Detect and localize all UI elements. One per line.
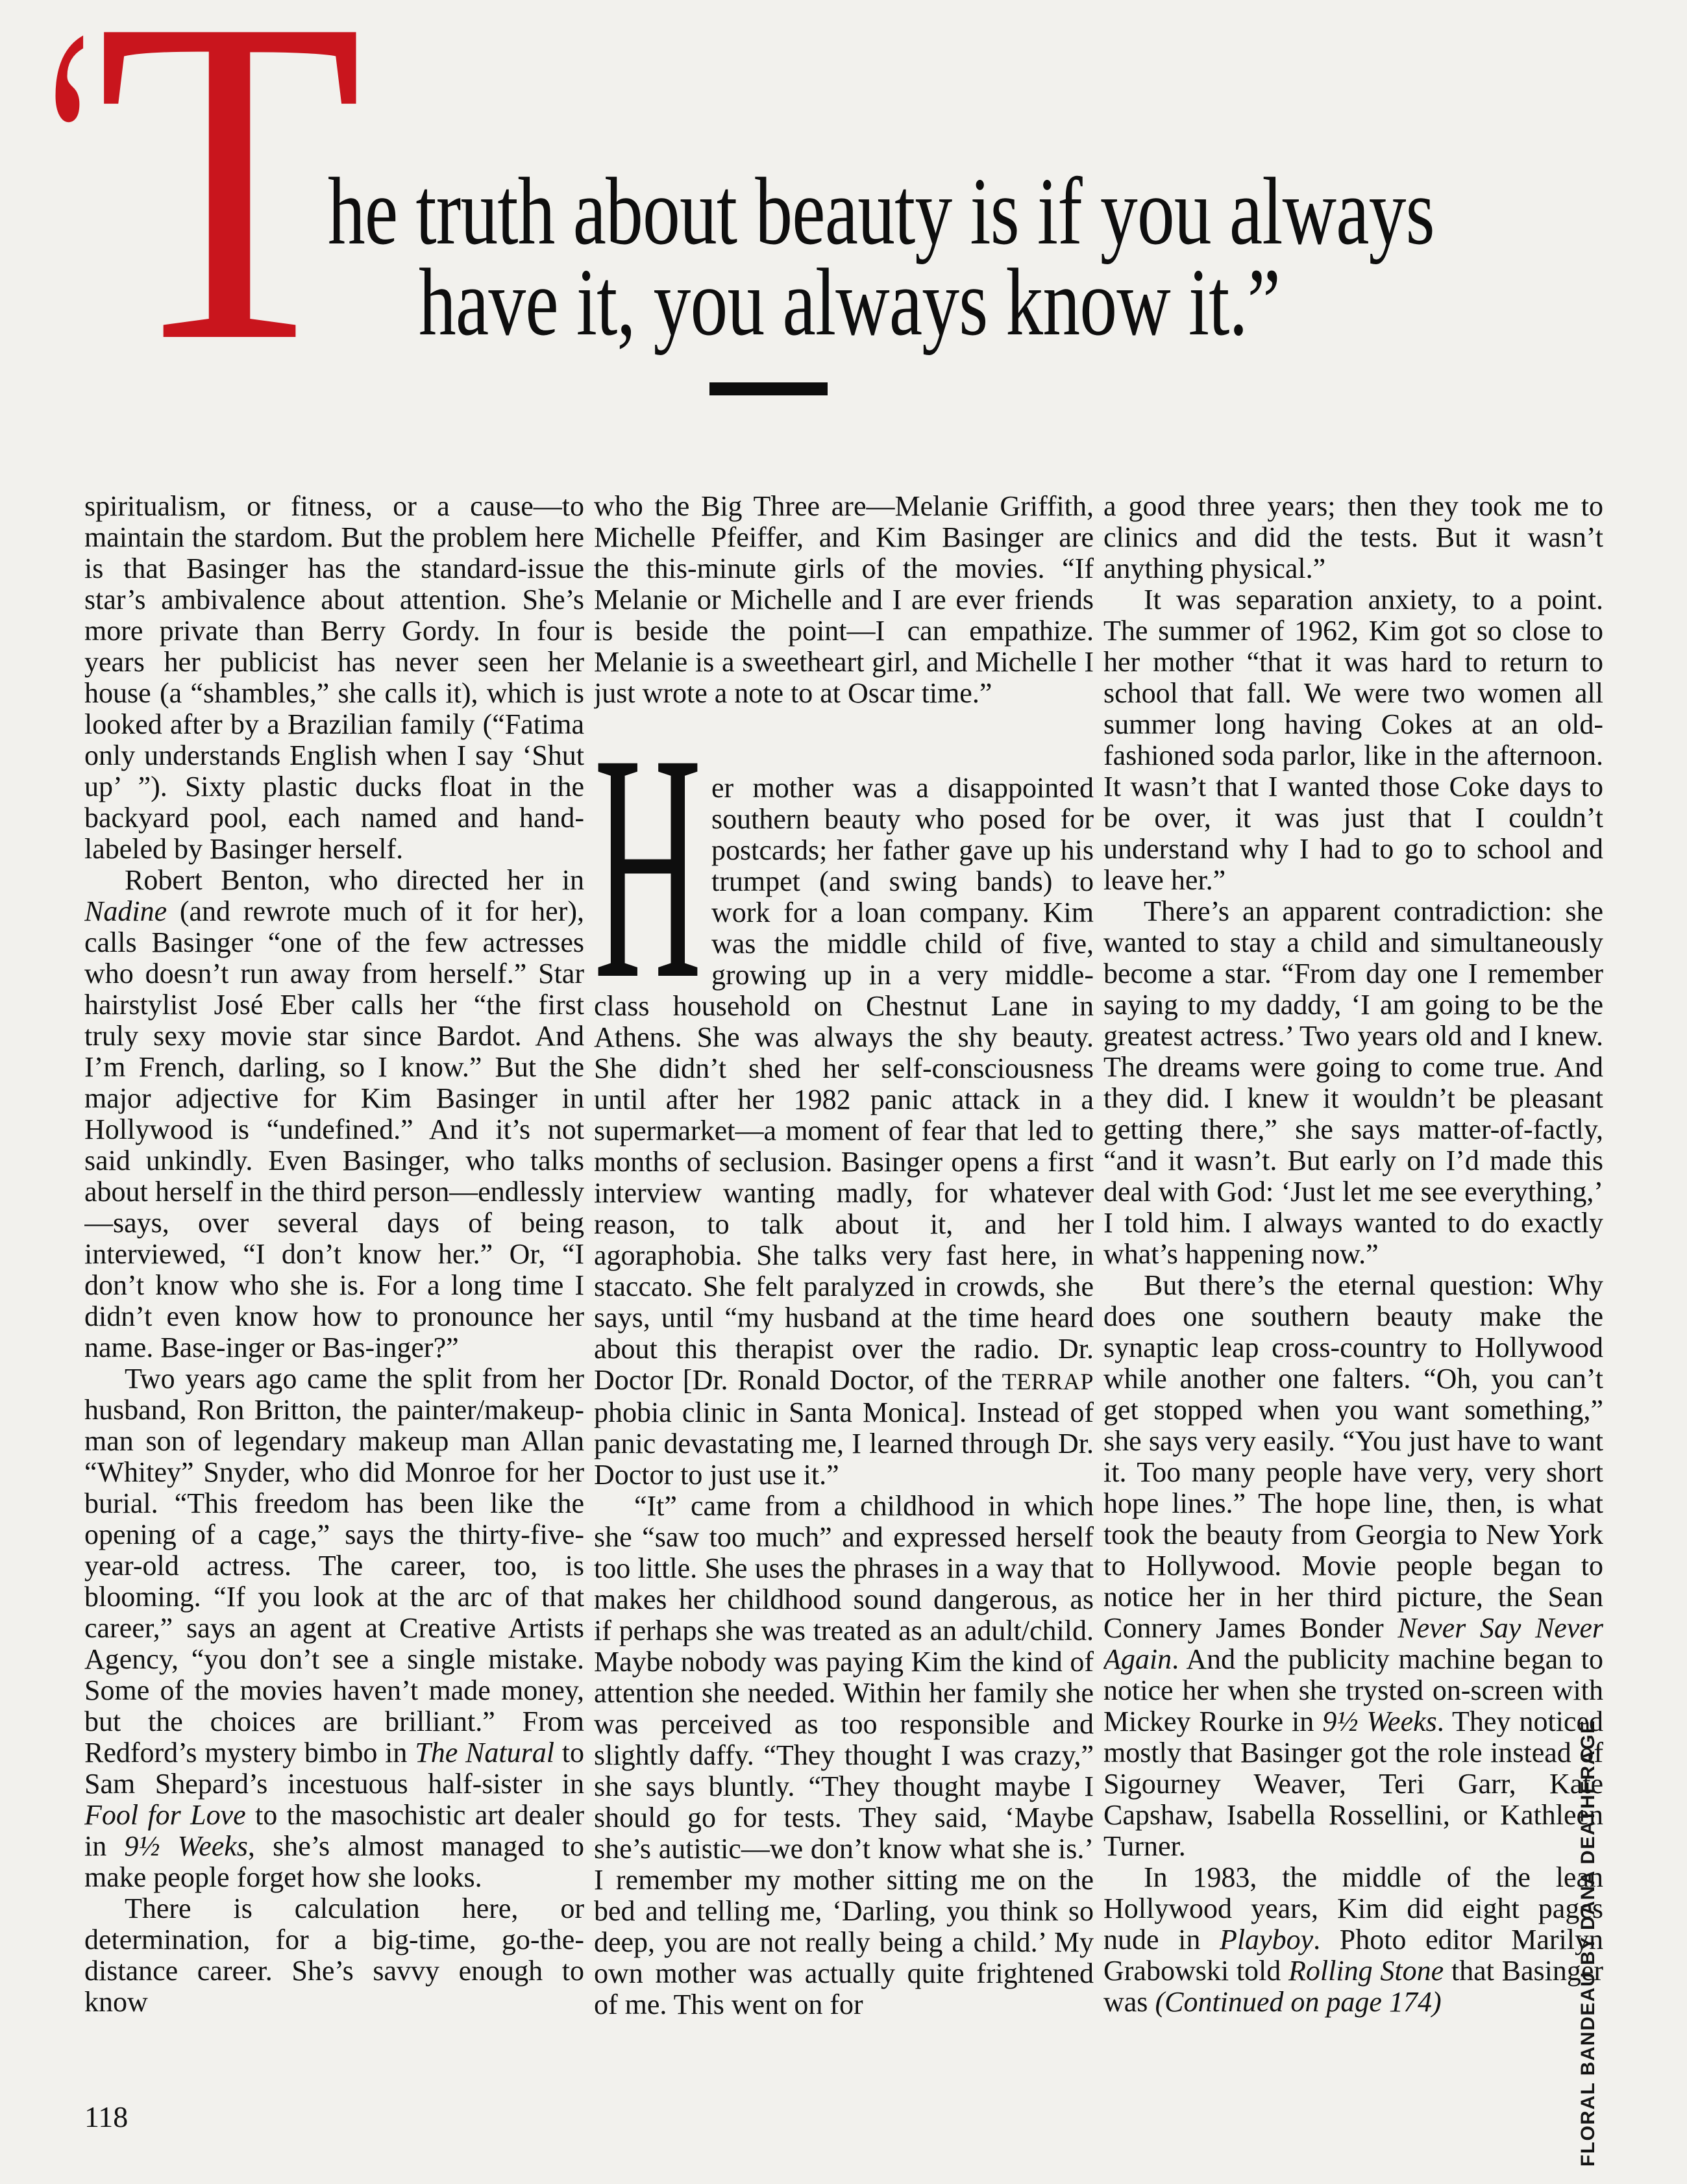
body-paragraph bbox=[84, 491, 584, 865]
italic-text: Rolling Stone bbox=[1288, 1955, 1444, 1987]
body-paragraph bbox=[1103, 1862, 1603, 2018]
body-text: In 1983, the middle of the lean Hollywood years, Kim did eight pages nude in bbox=[1103, 1861, 1603, 1955]
body-paragraph bbox=[1103, 584, 1603, 896]
body-text: a good three years; then they took me to clinics and did the tests. But it wasn’t anything physical.” bbox=[1103, 491, 1603, 584]
opening-quote-mark: ‘ bbox=[38, 0, 100, 334]
text-column-3 bbox=[1103, 491, 1603, 2094]
body-text: There is calculation here, or determination, for a big-time, go-the-distance career. She’s savvy enough to know bbox=[84, 1892, 584, 2018]
italic-text: 9½ Weeks bbox=[124, 1830, 248, 1862]
italic-text: 9½ Weeks bbox=[1322, 1706, 1437, 1737]
italic-text: Fool for Love bbox=[84, 1799, 246, 1831]
body-paragraph bbox=[1103, 1270, 1603, 1862]
divider-rule bbox=[709, 382, 828, 395]
text-column-1 bbox=[84, 491, 584, 2094]
headline-line-2: have it, you always know it.” bbox=[419, 249, 1281, 356]
smallcaps-text: TERRAP bbox=[1002, 1369, 1094, 1395]
italic-text: Playboy bbox=[1219, 1924, 1314, 1955]
body-text: It was separation anxiety, to a point. The summer of 1962, Kim got so close to her mother “that it was hard to return to school that fall. We were two women all summer long having Cokes at an old-fashioned soda parlor, like in the afternoon. It wasn’t that I wanted those Coke days to be over, it was just that I couldn’t understand why I had to go to school and leave her.” bbox=[1103, 584, 1603, 896]
headline-line-1: he truth about beauty is if you always bbox=[328, 158, 1435, 265]
italic-text: Nadine bbox=[84, 895, 167, 927]
body-paragraph bbox=[84, 865, 584, 1363]
body-text: to the masochistic art dealer in bbox=[84, 1799, 584, 1862]
italic-text: (Continued on page 174) bbox=[1155, 1986, 1442, 2018]
italic-text: The Natural bbox=[415, 1737, 554, 1768]
body-text: Two years ago came the split from her husband, Ron Britton, the painter/makeup-man son of legendary makeup man Allan “Whitey” Snyder, who did Monroe for her burial. “This freedom has been like the opening of a cage,” says the thirty-five-year-old actress. The career, too, is blooming. “If you look at the arc of that career,” says an agent at Creative Artists Agency, “you don’t see a single mistake. Some of the movies haven’t made money, but the choices are brilliant.” From Redford’s mystery bimbo in bbox=[84, 1363, 584, 1768]
body-text: “It” came from a childhood in which she “saw too much” and expressed herself too little. She uses the phrases in a way that makes her childhood sound dangerous, as if perhaps she was treated as an adult/child. Maybe nobody was paying Kim the kind of attention she needed. Within her family she was perceived as too responsible and slightly daffy. “They thought I was crazy,” she says bluntly. “They thought maybe I should go for tests. They said, ‘Maybe she’s autistic—we don’t know what she is.’ I remember my mother sitting me on the bed and telling me, ‘Darling, you think so deep, you are not really being a child.’ My own mother was actually quite frightened of me. This went on for bbox=[594, 1490, 1094, 2020]
body-text: who the Big Three are—Melanie Griffith, Michelle Pfeiffer, and Kim Basinger are the this-minute girls of the movies. “If Melanie or Michelle and I are ever friends is beside the point—I can empathize. Melanie is a sweetheart girl, and Michelle I just wrote a note to at Oscar time.” bbox=[594, 491, 1094, 709]
headline-drop-cap-t: T bbox=[96, 0, 363, 438]
body-text: (and rewrote much of it for her), calls Basinger “one of the few actresses who doesn’t run away from herself.” Star hairstylist José Eber calls her “the first truly sexy movie star since Bardot. And I’m French, darling, so I know.” But the major adjective for Kim Basinger in Hollywood is “undefined.” And it’s not said unkindly. Even Basinger, who talks about herself in the third person—endlessly—says, over several days of being interviewed, “I don’t know her.” Or, “I don’t know who she is. For a long time I didn’t even know how to pronounce her name. Base-inger or Bas-inger?” bbox=[84, 895, 584, 1363]
page-number: 118 bbox=[84, 2100, 129, 2133]
body-text: . Photo editor Marilyn Grabowski told bbox=[1103, 1924, 1603, 1987]
body-text: There’s an apparent contradiction: she wanted to stay a child and simultaneously become a star. “From day one I remember saying to my daddy, ‘I am going to be the greatest actress.’ Two years old and I knew. The dreams were going to come true. And they did. I knew it wouldn’t be pleasant getting there,” she says matter-of-factly, “and it wasn’t. But early on I’d made this deal with God: ‘Just let me see everything,’ I told him. I always wanted to do exactly what’s happening now.” bbox=[1103, 895, 1603, 1270]
body-text: , she’s almost managed to make people forget how she looks. bbox=[84, 1830, 584, 1893]
body-text: . And the publicity machine began to notice her when she trysted on-screen with Mickey Rourke in bbox=[1103, 1643, 1603, 1737]
text-column-2 bbox=[594, 491, 1094, 2094]
body-paragraph bbox=[594, 491, 1094, 709]
body-text: But there’s the eternal question: Why does one southern beauty make the synaptic leap cross-country to Hollywood while another one falters. “Oh, you can’t get stopped when you want something,” she says very easily. “You just have to want it. Too many people have very, very short hope lines.” The hope line, then, is what took the beauty from Georgia to New York to Hollywood. Movie people began to notice her in her third picture, the Sean Connery James Bonder bbox=[1103, 1269, 1603, 1644]
body-text: that Basinger was bbox=[1103, 1955, 1603, 2018]
body-paragraph bbox=[84, 1893, 584, 2018]
body-paragraph bbox=[594, 687, 1094, 1491]
body-paragraph bbox=[594, 1491, 1094, 2020]
drop-cap-h: H bbox=[594, 687, 702, 1047]
body-text: Robert Benton, who directed her in bbox=[125, 864, 584, 896]
body-text: . They noticed mostly that Basinger got the role instead of Sigourney Weaver, Teri Garr, Kate Capshaw, Isabella Rossellini, or Kathleen Turner. bbox=[1103, 1706, 1603, 1862]
body-paragraph bbox=[84, 1363, 584, 1893]
body-paragraph bbox=[1103, 896, 1603, 1270]
body-text: er mother was a disappointed southern beauty who posed for postcards; her father gave up his trumpet (and swing bands) to work for a loan company. Kim was the middle child of five, growing up in a very middle-class household on Chestnut Lane in Athens. She was always the shy beauty. She didn’t shed her self-consciousness until after her 1982 panic attack in a supermarket—a moment of fear that led to months of seclusion. Basinger opens a first interview wanting madly, for whatever reason, to talk about it, and her agoraphobia. She talks very fast here, in staccato. She felt paralyzed in crowds, she says, until “my husband at the time heard about this therapist over the radio. Dr. Doctor [Dr. Ronald Doctor, of the bbox=[594, 772, 1094, 1396]
photo-credit: FLORAL BANDEAU BY DANA DEATHERAGE bbox=[1577, 1719, 1599, 2167]
italic-text: Never Say Never Again bbox=[1103, 1612, 1603, 1675]
body-paragraph bbox=[1103, 491, 1603, 584]
body-text: phobia clinic in Santa Monica]. Instead of panic devastating me, I learned through Dr. Doctor to just use it.” bbox=[594, 1396, 1094, 1491]
body-text: to Sam Shepard’s incestuous half-sister in bbox=[84, 1737, 584, 1800]
body-text: spiritualism, or fitness, or a cause—to maintain the stardom. But the problem here is that Basinger has the standard-issue star’s ambivalence about attention. She’s more private than Berry Gordy. In four years her publicist has never seen her house (a “shambles,” she calls it), which is looked after by a Brazilian family (“Fatima only understands English when I say ‘Shut up’ ”). Sixty plastic ducks float in the backyard pool, each named and hand-labeled by Basinger herself. bbox=[84, 491, 584, 865]
